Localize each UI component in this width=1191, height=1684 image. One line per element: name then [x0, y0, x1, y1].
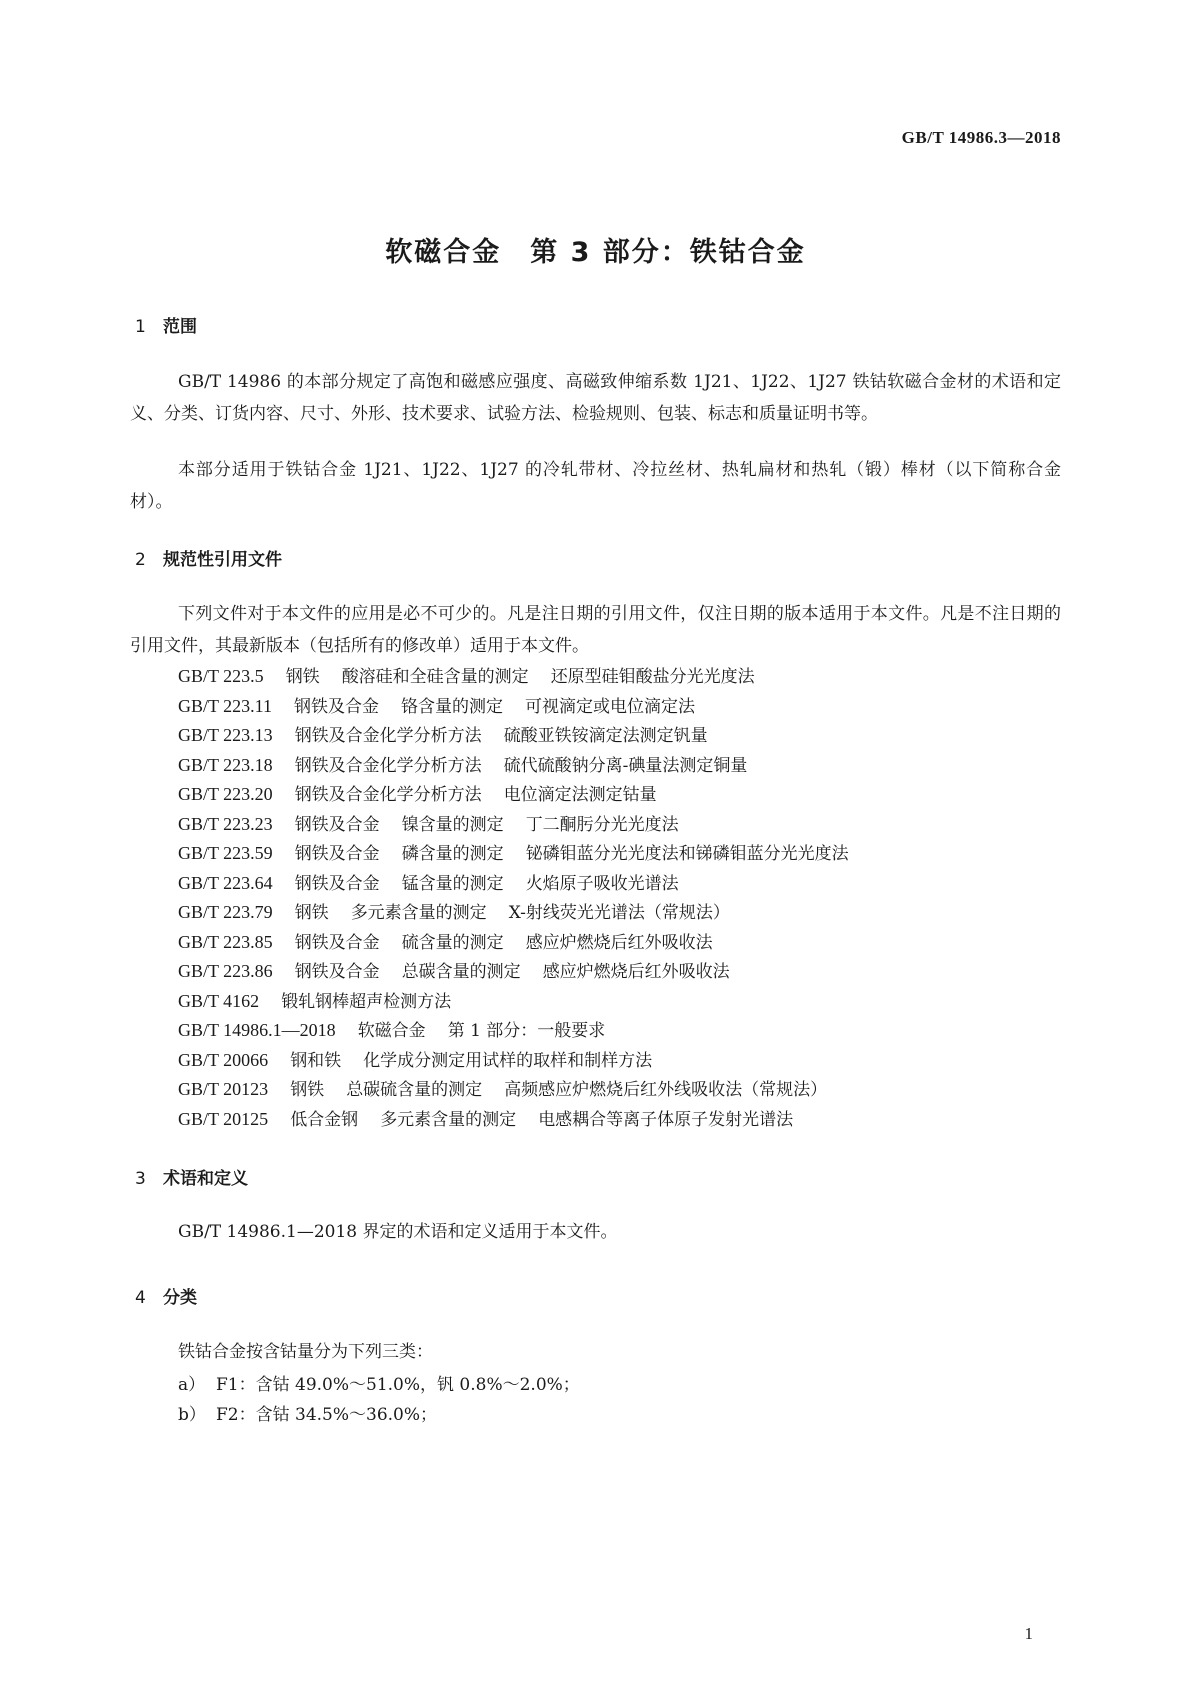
reference-item — [178, 1075, 827, 1100]
reference-code: GB/T 223.13 — [178, 725, 273, 745]
reference-code: GB/T 223.64 — [178, 872, 273, 893]
reference-title-part: 总碳硫含量的测定 — [346, 1080, 483, 1100]
reference-title-part: 丁二酮肟分光光度法 — [525, 814, 679, 835]
reference-item — [178, 928, 713, 953]
page-number: 1 — [1024, 1624, 1033, 1643]
list-item-text: F1：含钴 49.0%～51.0%，钒 0.8%～2.0%； — [216, 1375, 580, 1395]
reference-title-part: 铬含量的测定 — [401, 696, 504, 717]
section-3-heading — [135, 1164, 248, 1189]
section-title: 范围 — [163, 317, 197, 337]
reference-title-part: 磷含量的测定 — [401, 844, 504, 864]
reference-item — [178, 1105, 793, 1130]
list-item — [178, 1370, 580, 1395]
classification-intro: 铁钴合金按含钴量分为下列三类： — [178, 1342, 433, 1362]
reference-title-part: 铋磷钼蓝分光光度法和锑磷钼蓝分光光度法 — [525, 844, 849, 864]
reference-title-part: 镍含量的测定 — [401, 814, 504, 835]
reference-title-part: 感应炉燃烧后红外吸收法 — [542, 962, 730, 982]
reference-code: GB/T 20066 — [178, 1049, 269, 1070]
reference-title-part: 钢铁及合金 — [294, 814, 380, 835]
reference-item — [178, 869, 679, 894]
reference-title-part: 钢铁及合金化学分析方法 — [294, 755, 482, 776]
scope-paragraph-2: 本部分适用于铁钴合金 1J21、1J22、1J27 的冷轧带材、冷拉丝材、热轧扁材和热轧（锻）棒材（以下简称合金材）。 — [130, 460, 1062, 512]
reference-code: GB/T 223.20 — [178, 784, 273, 804]
reference-title-part: 总碳含量的测定 — [401, 962, 521, 982]
standard-number: GB/T 14986.3—2018 — [901, 128, 1061, 147]
scope-paragraph-1: GB/T 14986 的本部分规定了高饱和磁感应强度、高磁致伸缩系数 1J21、1J22、1J27 铁钴软磁合金材的术语和定义、分类、订货内容、尺寸、外形、技术要求、试验方法、检验规则、包装、标志和质量证明书等。 — [130, 372, 1061, 424]
reference-item — [178, 810, 679, 835]
reference-title-part: 火焰原子吸收光谱法 — [525, 873, 679, 894]
reference-code: GB/T 223.86 — [178, 961, 273, 981]
reference-title-part: 钢铁及合金 — [294, 873, 380, 894]
reference-title-part: 低合金钢 — [290, 1109, 359, 1130]
section-title: 规范性引用文件 — [163, 550, 282, 570]
list-item-label: b） — [178, 1405, 206, 1425]
reference-title-part: 钢铁 — [294, 903, 329, 923]
reference-title-part: 酸溶硅和全硅含量的测定 — [341, 667, 529, 687]
section-4-heading — [135, 1283, 197, 1308]
reference-title-part: 钢铁及合金 — [294, 932, 380, 953]
reference-code: GB/T 223.85 — [178, 931, 273, 952]
list-item-label: a） — [178, 1375, 206, 1395]
reference-title-part: 硫代硫酸钠分离-碘量法测定铜量 — [503, 755, 748, 776]
reference-code: GB/T 14986.1—2018 — [178, 1020, 336, 1040]
reference-code: GB/T 223.11 — [178, 695, 273, 716]
reference-title-part: 硫酸亚铁铵滴定法测定钒量 — [503, 726, 708, 746]
section-title: 术语和定义 — [163, 1169, 248, 1189]
reference-title-part: 钢铁及合金化学分析方法 — [294, 785, 482, 805]
section-number: 1 — [135, 317, 146, 337]
reference-code: GB/T 4162 — [178, 990, 260, 1011]
reference-item — [178, 987, 451, 1012]
reference-item — [178, 898, 730, 923]
reference-title-part: 钢铁及合金 — [294, 962, 380, 982]
reference-title-part: 软磁合金 — [357, 1021, 426, 1041]
reference-code: GB/T 20125 — [178, 1108, 269, 1129]
reference-item — [178, 1046, 652, 1071]
section-1-heading — [135, 312, 197, 337]
reference-title-part: 钢铁及合金化学分析方法 — [294, 726, 482, 746]
section-title: 分类 — [163, 1288, 197, 1308]
reference-title-part: 多元素含量的测定 — [380, 1109, 517, 1130]
reference-title-part: 钢铁及合金 — [294, 844, 380, 864]
reference-code: GB/T 223.23 — [178, 813, 273, 834]
terms-paragraph: GB/T 14986.1—2018 界定的术语和定义适用于本文件。 — [178, 1222, 618, 1242]
reference-title-part: 电位滴定法测定钴量 — [503, 785, 657, 805]
reference-title-part: 锰含量的测定 — [401, 873, 504, 894]
document-title: 软磁合金 第 3 部分：铁钴合金 — [385, 237, 806, 268]
reference-title-part: 第 1 部分：一般要求 — [447, 1021, 606, 1041]
list-item — [178, 1400, 437, 1425]
reference-title-part: X-射线荧光光谱法（常规法） — [508, 903, 730, 923]
reference-title-part: 还原型硅钼酸盐分光光度法 — [550, 667, 755, 687]
reference-title-part: 感应炉燃烧后红外吸收法 — [525, 932, 713, 953]
reference-item — [178, 751, 747, 776]
reference-title-part: 电感耦合等离子体原子发射光谱法 — [538, 1109, 794, 1130]
reference-title-part: 可视滴定或电位滴定法 — [525, 696, 696, 717]
reference-title-part: 钢铁 — [290, 1080, 325, 1100]
section-number: 2 — [135, 550, 146, 570]
reference-item — [178, 721, 708, 746]
reference-item — [178, 692, 695, 717]
reference-item — [178, 780, 657, 805]
section-number: 4 — [135, 1288, 146, 1308]
reference-item — [178, 957, 730, 982]
reference-code: GB/T 20123 — [178, 1079, 269, 1099]
reference-item — [178, 1016, 605, 1041]
reference-code: GB/T 223.79 — [178, 902, 273, 922]
normative-references-intro: 下列文件对于本文件的应用是必不可少的。凡是注日期的引用文件，仅注日期的版本适用于本文件。凡是不注日期的引用文件，其最新版本（包括所有的修改单）适用于本文件。 — [130, 604, 1061, 656]
section-2-heading — [135, 545, 282, 570]
reference-title-part: 钢铁及合金 — [294, 696, 380, 717]
reference-item — [178, 662, 755, 687]
reference-title-part: 锻轧钢棒超声检测方法 — [281, 991, 452, 1012]
reference-title-part: 化学成分测定用试样的取样和制样方法 — [363, 1050, 653, 1071]
reference-title-part: 高频感应炉燃烧后红外线吸收法（常规法） — [504, 1080, 828, 1100]
section-number: 3 — [135, 1169, 146, 1189]
reference-title-part: 硫含量的测定 — [401, 932, 504, 953]
reference-title-part: 钢和铁 — [290, 1050, 342, 1071]
reference-item — [178, 839, 849, 864]
reference-code: GB/T 223.5 — [178, 666, 264, 686]
reference-title-part: 多元素含量的测定 — [350, 903, 487, 923]
reference-code: GB/T 223.59 — [178, 843, 273, 863]
reference-title-part: 钢铁 — [285, 667, 320, 687]
list-item-text: F2：含钴 34.5%～36.0%； — [216, 1405, 438, 1425]
reference-code: GB/T 223.18 — [178, 754, 273, 775]
